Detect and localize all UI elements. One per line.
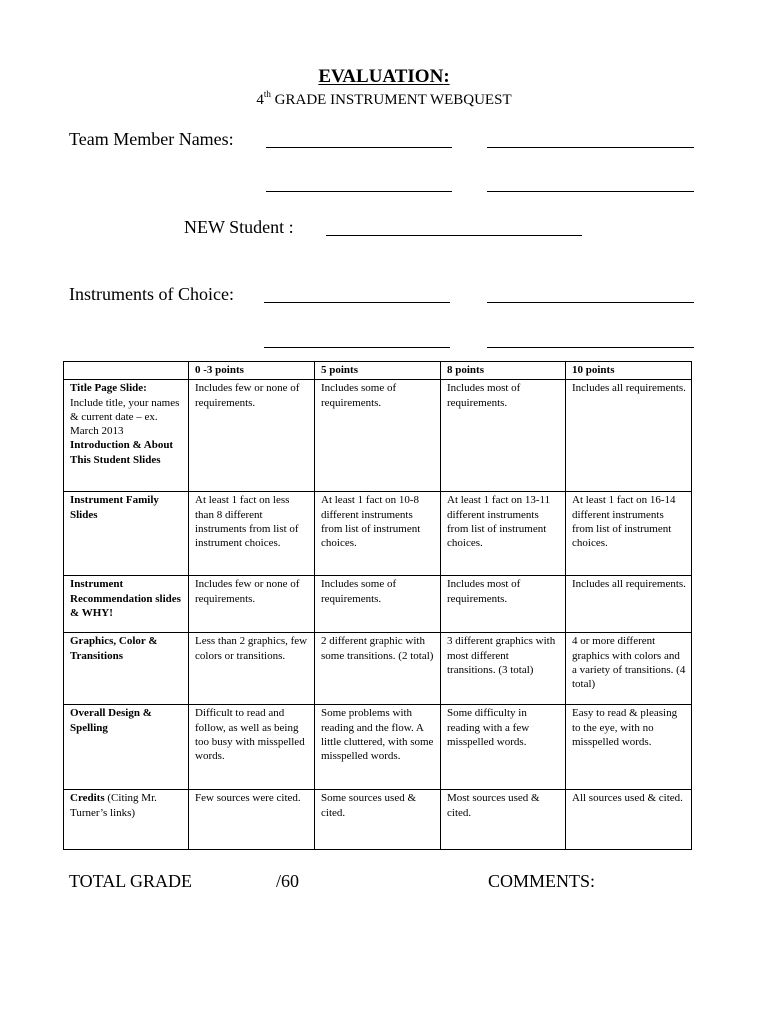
page-subtitle: 4th GRADE INSTRUMENT WEBQUEST xyxy=(256,89,512,108)
score-cell: Less than 2 graphics, few colors or transitions. xyxy=(189,633,315,705)
score-cell: Easy to read & pleasing to the eye, with no misspelled words. xyxy=(566,705,692,790)
criteria-cell: Instrument Recommendation slides & WHY! xyxy=(64,576,189,633)
score-cell: Includes most of requirements. xyxy=(441,576,566,633)
score-cell: Includes few or none of requirements. xyxy=(189,380,315,492)
score-cell: 2 different graphic with some transitions. (2 total) xyxy=(315,633,441,705)
criteria-cell: Credits (Citing Mr. Turner’s links) xyxy=(64,790,189,850)
score-cell: Includes some of requirements. xyxy=(315,576,441,633)
instrument-blank-2[interactable] xyxy=(487,302,694,303)
score-cell: Some problems with reading and the flow. A little cluttered, with some misspelled words. xyxy=(315,705,441,790)
score-cell: Includes all requirements. xyxy=(566,576,692,633)
header-cell-0-3-points: 0 -3 points xyxy=(189,362,315,380)
score-cell: Includes some of requirements. xyxy=(315,380,441,492)
instrument-blank-4[interactable] xyxy=(487,347,694,348)
score-cell: At least 1 fact on less than 8 different instruments from list of instrument choices. xyxy=(189,492,315,576)
team-name-blank-2[interactable] xyxy=(487,147,694,148)
team-name-blank-4[interactable] xyxy=(487,191,694,192)
score-cell: Some difficulty in reading with a few misspelled words. xyxy=(441,705,566,790)
instrument-blank-1[interactable] xyxy=(264,302,450,303)
score-cell: Most sources used & cited. xyxy=(441,790,566,850)
rubric-row-instrument-family xyxy=(64,492,692,576)
team-name-blank-1[interactable] xyxy=(266,147,452,148)
rubric-row-design-spelling xyxy=(64,705,692,790)
page-title: EVALUATION: xyxy=(318,66,450,87)
score-cell: Some sources used & cited. xyxy=(315,790,441,850)
score-cell: Few sources were cited. xyxy=(189,790,315,850)
new-student-blank[interactable] xyxy=(326,235,582,236)
score-cell: At least 1 fact on 16-14 different instruments from list of instrument choices. xyxy=(566,492,692,576)
rubric-row-title-page xyxy=(64,380,692,492)
comments-label: COMMENTS: xyxy=(488,871,596,891)
score-cell: 3 different graphics with most different transitions. (3 total) xyxy=(441,633,566,705)
score-cell: Includes all requirements. xyxy=(566,380,692,492)
header-cell-criteria xyxy=(64,362,189,380)
total-grade-label: TOTAL GRADE xyxy=(69,871,193,891)
score-cell: Includes few or none of requirements. xyxy=(189,576,315,633)
score-cell: Includes most of requirements. xyxy=(441,380,566,492)
rubric-table xyxy=(63,361,692,850)
instruments-label: Instruments of Choice: xyxy=(69,284,234,304)
total-grade-value: /60 xyxy=(276,871,300,891)
rubric-header-row xyxy=(64,362,692,380)
header-cell-10-points: 10 points xyxy=(566,362,692,380)
rubric-row-credits xyxy=(64,790,692,850)
criteria-cell: Overall Design & Spelling xyxy=(64,705,189,790)
criteria-cell: Graphics, Color & Transitions xyxy=(64,633,189,705)
criteria-cell: Instrument Family Slides xyxy=(64,492,189,576)
rubric-row-graphics xyxy=(64,633,692,705)
score-cell: All sources used & cited. xyxy=(566,790,692,850)
score-cell: 4 or more different graphics with colors and a variety of transitions. (4 total) xyxy=(566,633,692,705)
team-names-label: Team Member Names: xyxy=(69,129,234,149)
new-student-label: NEW Student : xyxy=(184,217,294,237)
instrument-blank-3[interactable] xyxy=(264,347,450,348)
team-name-blank-3[interactable] xyxy=(266,191,452,192)
criteria-cell: Title Page Slide: Include title, your names & current date – ex. March 2013 Introduction & About This Student Slides xyxy=(64,380,189,492)
score-cell: At least 1 fact on 10-8 different instruments from list of instrument choices. xyxy=(315,492,441,576)
score-cell: At least 1 fact on 13-11 different instruments from list of instrument choices. xyxy=(441,492,566,576)
header-cell-5-points: 5 points xyxy=(315,362,441,380)
rubric-row-recommendation xyxy=(64,576,692,633)
header-cell-8-points: 8 points xyxy=(441,362,566,380)
score-cell: Difficult to read and follow, as well as being too busy with misspelled words. xyxy=(189,705,315,790)
